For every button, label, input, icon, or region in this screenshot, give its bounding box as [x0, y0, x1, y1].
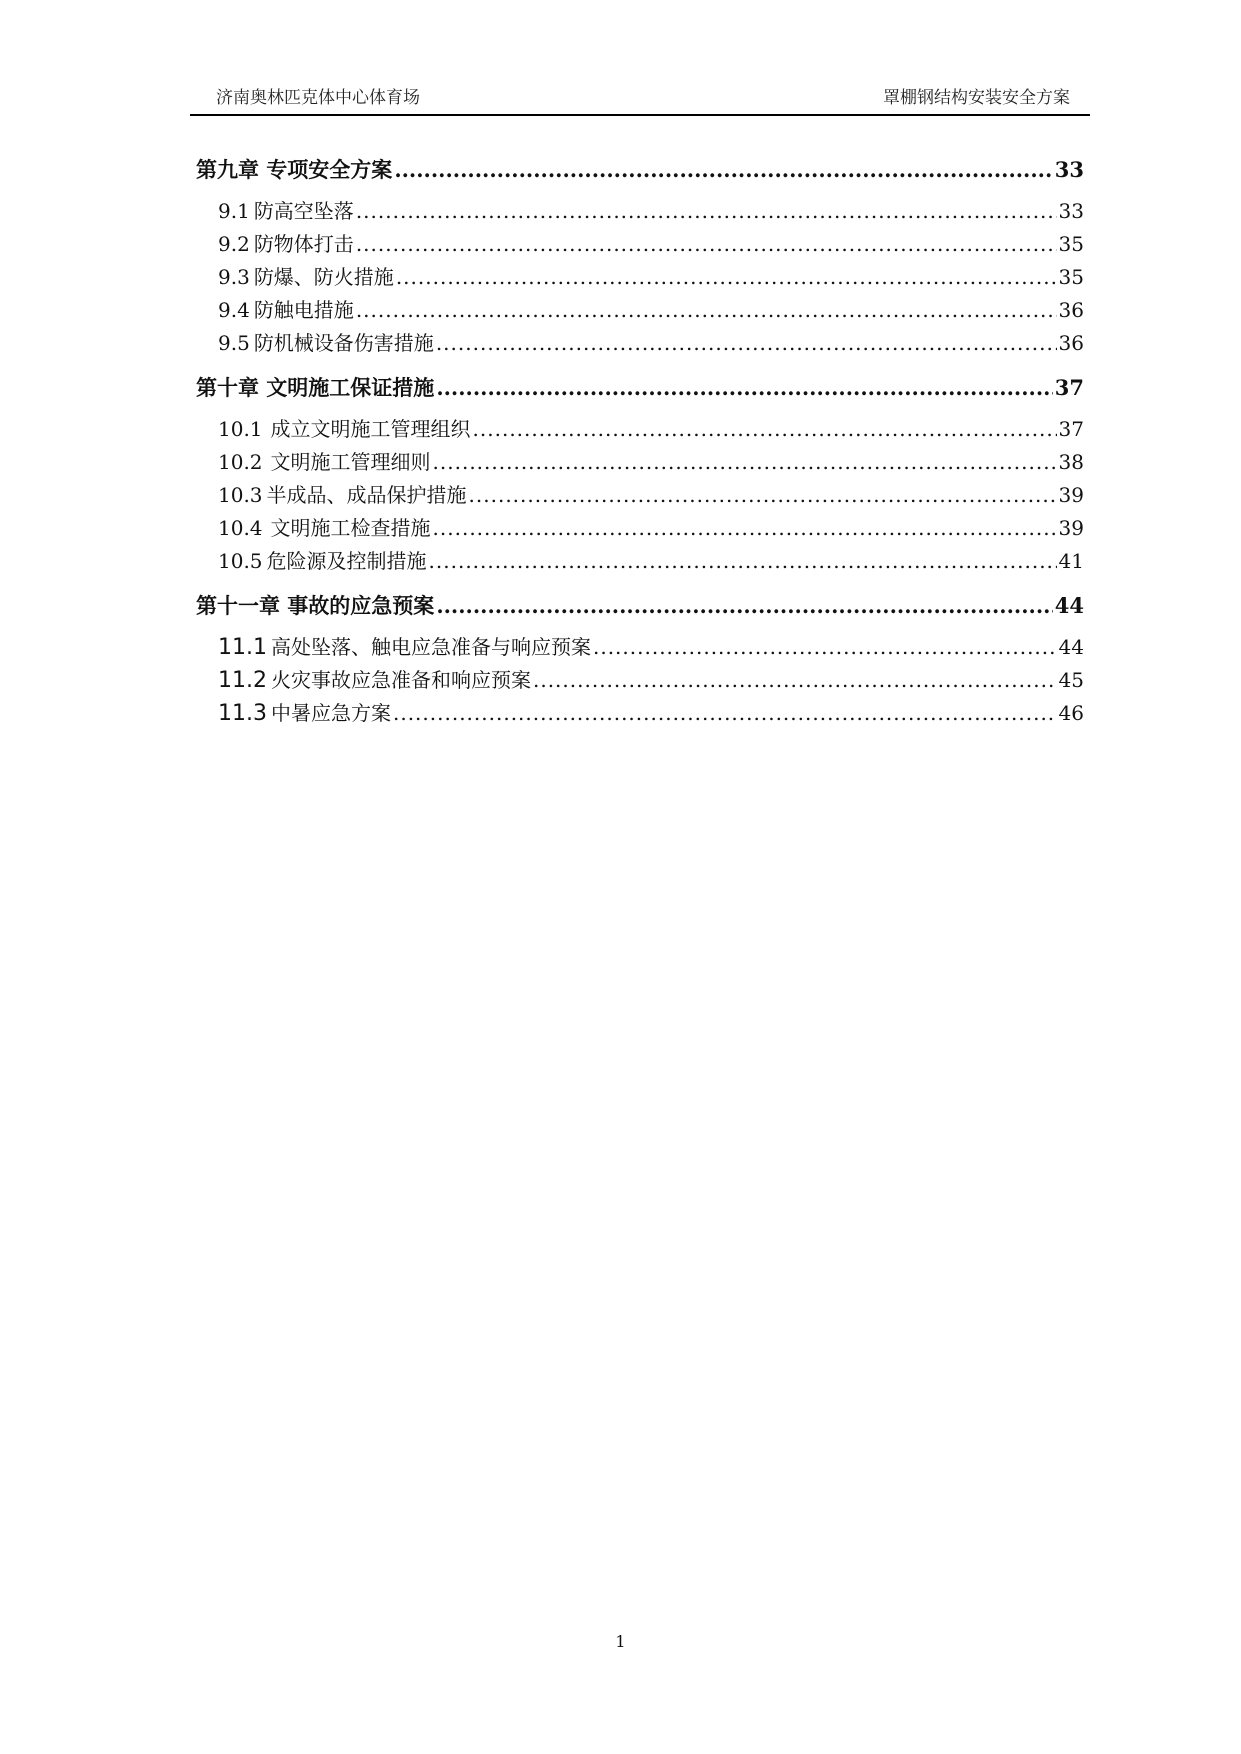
toc-section-9-2[interactable] — [196, 228, 1084, 261]
page-header — [216, 86, 1090, 116]
section-page: 46 — [1058, 701, 1084, 725]
dot-leader — [393, 697, 1057, 730]
chapter-title: 第十一章 事故的应急预案 — [196, 593, 435, 618]
section-title: 半成品、成品保护措施 — [266, 483, 467, 507]
section-number: 9.5 — [218, 331, 250, 355]
page-footer — [0, 1632, 1241, 1651]
section-number: 11.2 — [218, 668, 267, 693]
section-title: 防高空坠落 — [253, 199, 354, 223]
toc-section-11-1[interactable] — [196, 631, 1084, 664]
section-title: 火灾事故应急准备和响应预案 — [270, 668, 531, 692]
header-document-title: 罩棚钢结构安装安全方案 — [883, 88, 1070, 108]
section-title: 成立文明施工管理组织 — [270, 417, 471, 441]
dot-leader — [356, 195, 1057, 228]
section-page: 35 — [1058, 232, 1084, 256]
toc-chapter-10[interactable] — [196, 372, 1084, 404]
section-number: 10.1 — [218, 417, 263, 441]
dot-leader — [356, 294, 1057, 327]
section-page: 33 — [1058, 199, 1084, 223]
chapter-page: 37 — [1054, 375, 1084, 400]
section-page: 35 — [1058, 265, 1084, 289]
section-number: 10.2 — [218, 450, 263, 474]
chapter-page: 44 — [1054, 593, 1084, 618]
section-page: 36 — [1058, 331, 1084, 355]
section-number: 9.3 — [218, 265, 250, 289]
dot-leader — [473, 413, 1057, 446]
dot-leader — [433, 512, 1057, 545]
section-number: 11.1 — [218, 635, 267, 660]
header-project-name: 济南奥林匹克体中心体育场 — [216, 88, 420, 108]
dot-leader — [429, 545, 1057, 578]
section-number: 10.5 — [218, 549, 263, 573]
section-page: 39 — [1058, 483, 1084, 507]
toc-section-10-4[interactable] — [196, 512, 1084, 545]
section-page: 45 — [1058, 668, 1084, 692]
dot-leader — [396, 261, 1057, 294]
section-number: 9.2 — [218, 232, 250, 256]
section-page: 36 — [1058, 298, 1084, 322]
section-title: 危险源及控制措施 — [266, 549, 427, 573]
page-number: 1 — [615, 1632, 626, 1651]
section-number: 11.3 — [218, 701, 267, 726]
dot-leader — [436, 372, 1052, 404]
section-page: 38 — [1058, 450, 1084, 474]
dot-leader — [436, 590, 1052, 622]
toc-section-9-3[interactable] — [196, 261, 1084, 294]
toc-section-11-3[interactable] — [196, 697, 1084, 730]
dot-leader — [433, 446, 1057, 479]
header-rule — [190, 114, 1090, 116]
dot-leader — [436, 327, 1057, 360]
section-number: 10.3 — [218, 483, 263, 507]
toc-section-9-1[interactable] — [196, 195, 1084, 228]
toc-chapter-11[interactable] — [196, 590, 1084, 622]
section-page: 37 — [1058, 417, 1084, 441]
chapter-title: 第十章 文明施工保证措施 — [196, 375, 435, 400]
chapter-title: 第九章 专项安全方案 — [196, 157, 393, 182]
section-title: 防爆、防火措施 — [253, 265, 394, 289]
section-page: 41 — [1058, 549, 1084, 573]
section-number: 10.4 — [218, 516, 263, 540]
section-number: 9.1 — [218, 199, 250, 223]
section-title: 防机械设备伤害措施 — [253, 331, 434, 355]
section-number: 9.4 — [218, 298, 250, 322]
toc-section-9-5[interactable] — [196, 327, 1084, 360]
chapter-page: 33 — [1054, 157, 1084, 182]
dot-leader — [394, 154, 1052, 186]
section-title: 防物体打击 — [253, 232, 354, 256]
toc-section-10-2[interactable] — [196, 446, 1084, 479]
toc-section-10-3[interactable] — [196, 479, 1084, 512]
dot-leader — [469, 479, 1057, 512]
section-page: 39 — [1058, 516, 1084, 540]
section-page: 44 — [1058, 635, 1084, 659]
toc-section-11-2[interactable] — [196, 664, 1084, 697]
toc-section-10-5[interactable] — [196, 545, 1084, 578]
toc-section-9-4[interactable] — [196, 294, 1084, 327]
section-title: 高处坠落、触电应急准备与响应预案 — [270, 635, 591, 659]
toc-section-10-1[interactable] — [196, 413, 1084, 446]
table-of-contents — [196, 150, 1084, 730]
section-title: 中暑应急方案 — [270, 701, 391, 725]
dot-leader — [593, 631, 1057, 664]
dot-leader — [356, 228, 1057, 261]
section-title: 文明施工检查措施 — [270, 516, 431, 540]
section-title: 文明施工管理细则 — [270, 450, 431, 474]
dot-leader — [533, 664, 1057, 697]
toc-chapter-9[interactable] — [196, 154, 1084, 186]
section-title: 防触电措施 — [253, 298, 354, 322]
